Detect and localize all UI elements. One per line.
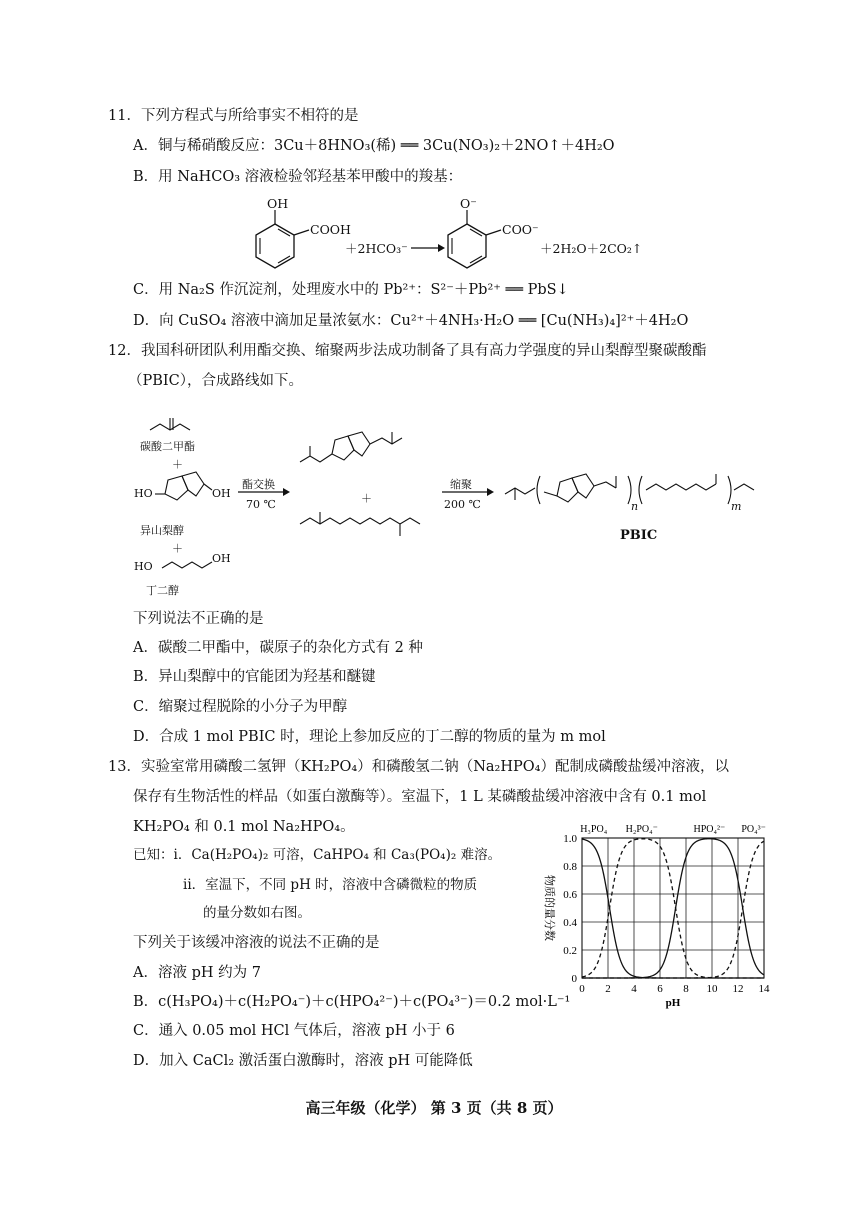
q13-stem-line2: 保存有生物活性的样品（如蛋白激酶等）。室温下，1 L 某磷酸盐缓冲溶液中含有 0.1 mol	[133, 789, 707, 805]
series-line-1	[582, 839, 764, 978]
x-tick-label: 6	[657, 983, 663, 995]
y-axis-label: 物质的量分数	[543, 875, 556, 941]
cooh-label: COOH	[310, 222, 351, 237]
q11-option-d: D．向 CuSO₄ 溶液中滴加足量浓氨水：Cu²⁺＋4NH₃·H₂O ══ [Cu(NH₃)₄]²⁺＋4H₂O	[133, 313, 689, 329]
series-label-0: H₃PO₄	[580, 824, 608, 835]
q13-option-c: C．通入 0.05 mol HCl 气体后，溶液 pH 小于 6	[133, 1023, 455, 1039]
q13-known-1: 已知：i．Ca(H₂PO₄)₂ 可溶，CaHPO₄ 和 Ca₃(PO₄)₂ 难溶。	[133, 847, 502, 863]
x-tick-label: 10	[706, 983, 718, 995]
oh-label: OH	[212, 552, 231, 565]
y-tick-label: 1.0	[563, 833, 577, 845]
pbic-synthesis-scheme	[120, 402, 780, 602]
step2-condition: 200 ℃	[444, 498, 481, 511]
series-label-3: PO₄³⁻	[741, 824, 766, 835]
q12-ask: 下列说法不正确的是	[133, 611, 264, 627]
q12-stem-line2: （PBIC），合成路线如下。	[128, 373, 303, 389]
q11-stem: 11．下列方程式与所给事实不相符的是	[108, 108, 359, 124]
x-tick-label: 14	[758, 983, 770, 995]
pbic-label: PBIC	[620, 528, 658, 543]
plus-sign: ＋	[172, 542, 183, 555]
phosphate-distribution-chart	[530, 814, 780, 1014]
bicarbonate-label: ＋2HCO₃⁻	[345, 241, 408, 256]
products-label: ＋2H₂O＋2CO₂↑	[540, 241, 643, 256]
q12-stem-line1: 12．我国科研团队利用酯交换、缩聚两步法成功制备了具有高力学强度的异山梨醇型聚碳酸酯	[108, 343, 707, 359]
ho-label: HO	[134, 487, 153, 500]
butanediol-label: 丁二醇	[146, 584, 179, 597]
step1-reagent: 酯交换	[242, 478, 275, 491]
oh-label: OH	[267, 196, 289, 211]
x-tick-label: 2	[605, 983, 611, 995]
x-tick-label: 12	[732, 983, 744, 995]
q12-option-a: A．碳酸二甲酯中，碳原子的杂化方式有 2 种	[133, 640, 423, 656]
q13-known-2: ii．室温下，不同 pH 时，溶液中含磷微粒的物质	[183, 877, 478, 893]
q11-option-b: B．用 NaHCO₃ 溶液检验邻羟基苯甲酸中的羧基：	[133, 169, 463, 185]
q11-b-equation	[245, 196, 685, 276]
q12-option-d: D．合成 1 mol PBIC 时，理论上参加反应的丁二醇的物质的量为 m mol	[133, 729, 606, 745]
x-axis-label: pH	[665, 997, 681, 1009]
q13-ask: 下列关于该缓冲溶液的说法不正确的是	[133, 935, 380, 951]
x-tick-label: 8	[683, 983, 689, 995]
y-tick-label: 0.2	[563, 945, 577, 957]
dmc-label: 碳酸二甲酯	[140, 440, 195, 453]
n-subscript: n	[631, 500, 639, 513]
carboxylate-label: COO⁻	[502, 222, 539, 237]
page-footer: 高三年级（化学） 第 3 页（共 8 页）	[305, 1099, 563, 1117]
y-tick-label: 0	[571, 973, 577, 985]
q11-option-a: A．铜与稀硝酸反应：3Cu＋8HNO₃(稀) ══ 3Cu(NO₃)₂＋2NO↑＋4H₂O	[133, 138, 615, 154]
q13-option-a: A．溶液 pH 约为 7	[133, 965, 261, 981]
plus-sign: ＋	[361, 492, 372, 505]
q13-stem-line3: KH₂PO₄ 和 0.1 mol Na₂HPO₄。	[133, 819, 355, 835]
q12-option-b: B．异山梨醇中的官能团为羟基和醚键	[133, 669, 376, 685]
x-tick-label: 4	[631, 983, 637, 995]
series-label-1: H₂PO₄⁻	[625, 824, 658, 835]
isosorbide-label: 异山梨醇	[140, 524, 184, 537]
y-tick-label: 0.8	[563, 861, 577, 873]
plus-sign: ＋	[172, 458, 183, 471]
step2-reagent: 缩聚	[450, 478, 472, 491]
series-label-2: HPO₄²⁻	[693, 824, 726, 835]
m-subscript: m	[731, 500, 742, 513]
y-tick-label: 0.4	[563, 917, 577, 929]
ho-label: HO	[134, 560, 153, 573]
step1-condition: 70 ℃	[246, 498, 276, 511]
y-tick-label: 0.6	[563, 889, 577, 901]
q13-option-b: B．c(H₃PO₄)＋c(H₂PO₄⁻)＋c(HPO₄²⁻)＋c(PO₄³⁻)＝0.2 mol·L⁻¹	[133, 994, 571, 1010]
q13-known-3: 的量分数如右图。	[203, 905, 311, 921]
q13-option-d: D．加入 CaCl₂ 激活蛋白激酶时，溶液 pH 可能降低	[133, 1053, 473, 1069]
phenoxide-label: O⁻	[460, 196, 477, 211]
q13-stem-line1: 13．实验室常用磷酸二氢钾（KH₂PO₄）和磷酸氢二钠（Na₂HPO₄）配制成磷酸盐缓冲溶液，以	[108, 759, 729, 775]
q11-option-c: C．用 Na₂S 作沉淀剂，处理废水中的 Pb²⁺：S²⁻＋Pb²⁺ ══ PbS↓	[133, 282, 569, 298]
q12-option-c: C．缩聚过程脱除的小分子为甲醇	[133, 699, 348, 715]
x-tick-label: 0	[579, 983, 585, 995]
oh-label: OH	[212, 487, 231, 500]
chart-svg	[530, 814, 780, 1014]
